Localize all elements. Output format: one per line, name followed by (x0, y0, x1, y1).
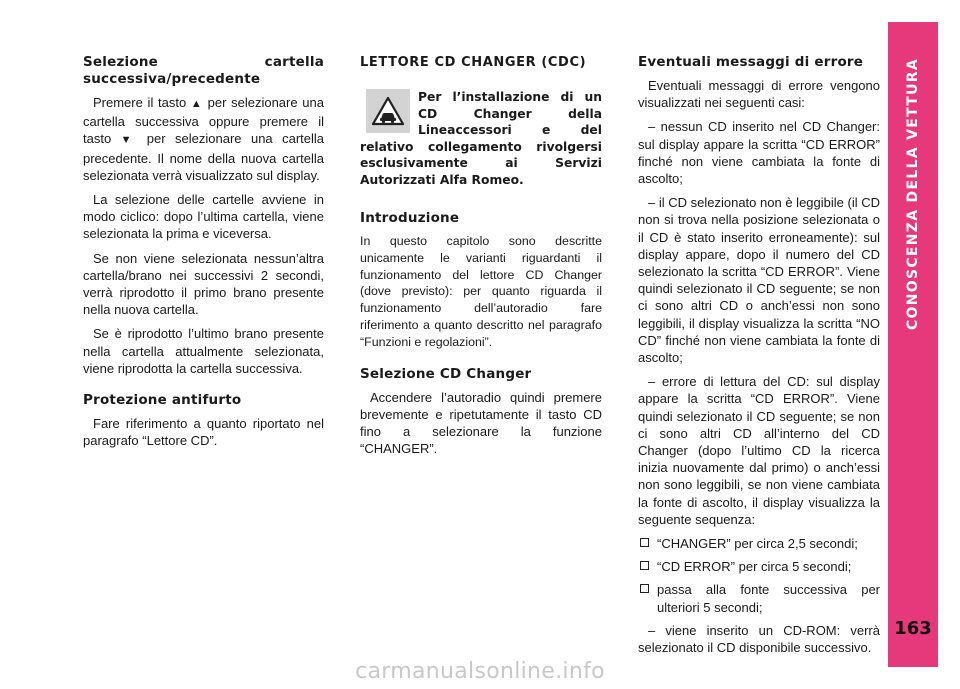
paragraph-protezione: Fare riferimento a quanto riportato nel paragrafo “Lettore CD”. (83, 416, 324, 449)
paragraph-secondi: Se non viene selezionata nessun’altra cartella/brano nei successivi 2 secondi, verrà riprodotto il primo brano presente nella nuova cartella. (83, 250, 324, 318)
column-middle (360, 54, 602, 464)
section-sidebar (888, 22, 938, 667)
warning-box (360, 89, 602, 188)
list-item: “CD ERROR” per circa 5 secondi; (638, 558, 880, 575)
list-item: passa alla fonte successiva per ulteriori 5 secondi; (638, 581, 880, 615)
list-item: “CHANGER” per circa 2,5 secondi; (638, 535, 880, 552)
heading-selezione-cd-changer: Selezione CD Changer (360, 365, 532, 382)
heading-selezione-cartella: Selezione cartella successiva/precedente (83, 54, 324, 87)
paragraph-selezione-cd: Accendere l’autoradio quindi premere brevemente e ripetutamente il tasto CD fino a selezionare la funzione “CHANGER”. (360, 389, 602, 457)
section-title: CONOSCENZA DELLA VETTURA (905, 58, 921, 331)
paragraph-cd-rom: – viene inserito un CD-ROM: verrà selezionato il CD disponibile successivo. (638, 622, 880, 656)
heading-messaggi-errore: Eventuali messaggi di errore (638, 54, 864, 70)
column-right (638, 54, 880, 663)
paragraph-tasti: Premere il tasto ▲ per selezionare una cartella successiva oppure premere il tasto ▼ per selezionare una cartella precedente. Il nome della nuova cartella selezionata verrà visualizzato sul display. (83, 95, 325, 183)
paragraph-errore-lettura: – errore di lettura del CD: sul display appare la scritta “CD ERROR”. Viene quindi selezionato il CD seguente; se non ci sono altri CD all’interno del CD Changer (dopo l’ultimo CD la ricerca inizia nuovamente dal primo) o anch’essi non sono leggibili, se non viene cambiata la fonte di ascolto, il display visualizza la seguente sequenza: (638, 374, 880, 527)
heading-protezione: Protezione antifurto (83, 392, 242, 409)
checkbox-bullet-icon (640, 561, 649, 570)
paragraph-ultimo-brano: Se è riprodotto l’ultimo brano presente nella cartella attualmente selezionata, viene riprodotta la cartella successiva. (83, 326, 324, 376)
warning-car-icon (366, 89, 410, 133)
paragraph-introduzione: In questo capitolo sono descritte unicamente le varianti riguardanti il funzionamento del lettore CD Changer (dove previsto): per quanto riguarda il funzionamento dell’autoradio fare riferimento a quanto descritto nel paragrafo “Funzioni e regolazioni”. (360, 234, 602, 349)
column-left (83, 54, 324, 456)
paragraph-ciclico: La selezione delle cartelle avviene in modo ciclico: dopo l’ultima cartella, viene selezionata la prima e viceversa. (83, 192, 324, 242)
arrow-down-icon: ▼ (120, 134, 138, 147)
checkbox-bullet-icon (640, 584, 649, 593)
arrow-up-icon: ▲ (190, 98, 203, 110)
watermark: carmanualsonline.info (355, 659, 605, 684)
checkbox-bullet-icon (640, 538, 649, 547)
page-number: 163 (894, 618, 932, 639)
paragraph-cd-non-leggibile: – il CD selezionato non è leggibile (il CD non si trova nella posizione selezionata o il CD è stato inserito erroneamente): sul display appare, dopo il numero del CD selezionato la scritta “CD ERROR”. Viene quindi selezionato il CD seguente; se non ci sono altri CD o anch’essi non sono leggibili, il display visualizza la scritta “NO CD” finché non viene cambiata la fonte di ascolto; (638, 195, 880, 366)
paragraph-casi: Eventuali messaggi di errore vengono visualizzati nei seguenti casi: (638, 78, 880, 111)
warning-text: Per l’installazione di un CD Changer della Lineaccessori e del relativo collegamento rivolgersi esclusivamente ai Servizi Autorizzati Alfa Romeo. (360, 90, 602, 187)
heading-introduzione: Introduzione (360, 210, 460, 226)
heading-lettore-cd-changer: LETTORE CD CHANGER (CDC) (360, 55, 587, 70)
paragraph-nessun-cd: – nessun CD inserito nel CD Changer: sul display appare la scritta “CD ERROR” finché non viene cambiata la fonte di ascolto; (638, 119, 880, 187)
